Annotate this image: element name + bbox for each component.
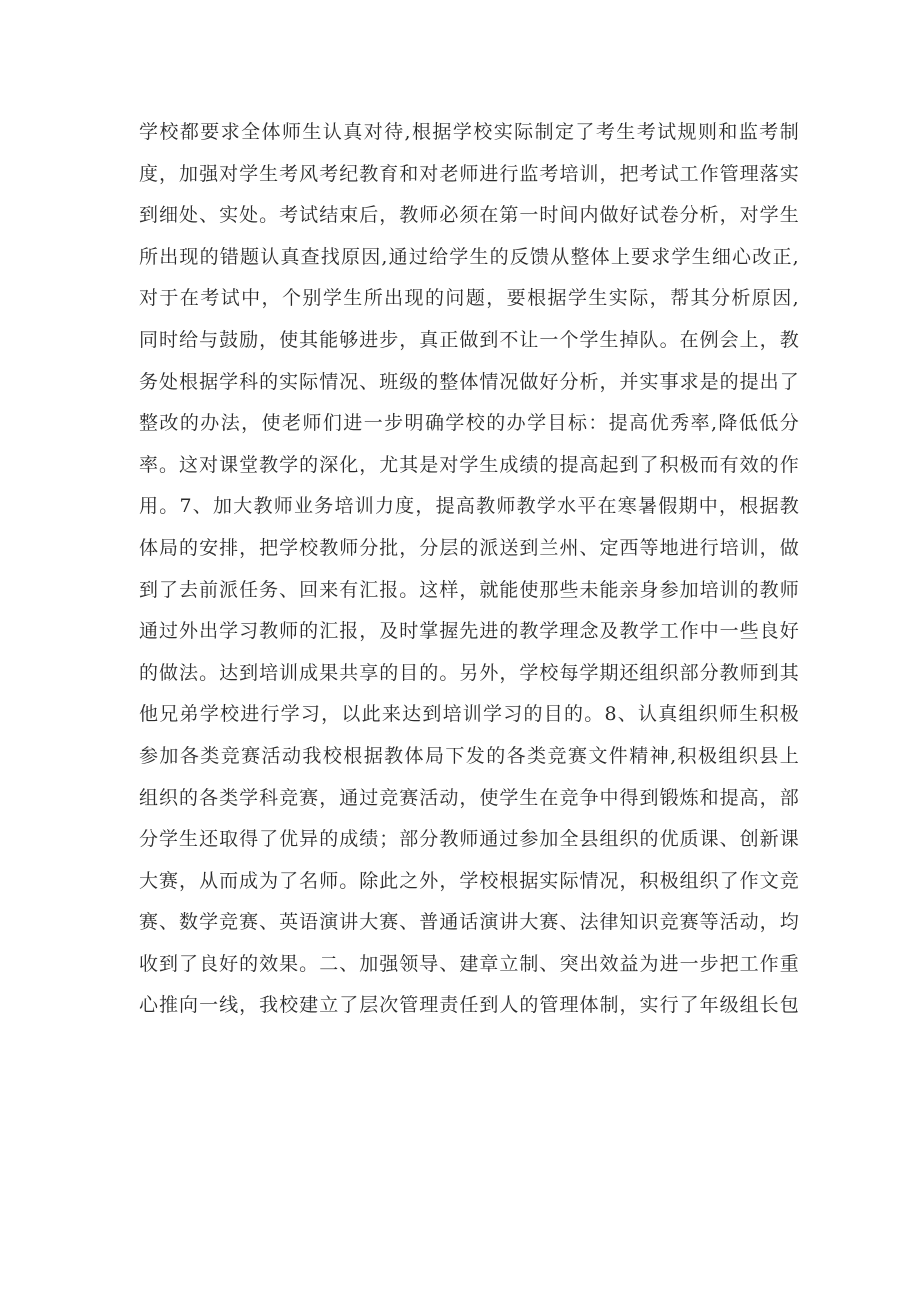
text-line: 收到了良好的效果。二、加强领导、建章立制、突出效益为进一步把工作重 bbox=[139, 952, 799, 975]
text-line: 参加各类竞赛活动我校根据教体局下发的各类竞赛文件精神,积极组织县上 bbox=[139, 744, 799, 767]
text-line: 心推向一线，我校建立了层次管理责任到人的管理体制，实行了年级组长包 bbox=[139, 994, 799, 1017]
text-line: 对于在考试中，个别学生所出现的问题，要根据学生实际，帮其分析原因, bbox=[139, 287, 799, 310]
text-line: 他兄弟学校进行学习，以此来达到培训学习的目的。8、认真组织师生积极 bbox=[139, 703, 799, 726]
text-line: 大赛，从而成为了名师。除此之外，学校根据实际情况，积极组织了作文竞 bbox=[139, 869, 799, 892]
text-line: 率。这对课堂教学的深化，尤其是对学生成绩的提高起到了积极而有效的作 bbox=[139, 453, 799, 476]
text-line: 的做法。达到培训成果共享的目的。另外，学校每学期还组织部分教师到其 bbox=[139, 661, 799, 684]
text-line: 到细处、实处。考试结束后，教师必须在第一时间内做好试卷分析，对学生 bbox=[139, 204, 799, 227]
text-line: 度，加强对学生考风考纪教育和对老师进行监考培训，把考试工作管理落实 bbox=[139, 162, 799, 185]
text-line: 用。7、加大教师业务培训力度，提高教师教学水平在寒暑假期中，根据教 bbox=[139, 495, 799, 518]
text-line: 组织的各类学科竞赛，通过竞赛活动，使学生在竞争中得到锻炼和提高，部 bbox=[139, 786, 799, 809]
text-line: 所出现的错题认真查找原因,通过给学生的反馈从整体上要求学生细心改正, bbox=[139, 245, 799, 268]
document-body-text bbox=[139, 112, 799, 1027]
text-line: 通过外出学习教师的汇报，及时掌握先进的教学理念及教学工作中一些良好 bbox=[139, 620, 799, 643]
text-line: 学校都要求全体师生认真对待,根据学校实际制定了考生考试规则和监考制 bbox=[139, 121, 799, 143]
text-line: 体局的安排，把学校教师分批，分层的派送到兰州、定西等地进行培训，做 bbox=[139, 536, 799, 559]
text-line: 同时给与鼓励，使其能够进步，真正做到不让一个学生掉队。在例会上，教 bbox=[139, 328, 799, 351]
text-line: 赛、数学竞赛、英语演讲大赛、普通话演讲大赛、法律知识竞赛等活动，均 bbox=[139, 911, 799, 934]
text-line: 务处根据学科的实际情况、班级的整体情况做好分析，并实事求是的提出了 bbox=[139, 370, 799, 393]
text-line: 到了去前派任务、回来有汇报。这样，就能使那些未能亲身参加培训的教师 bbox=[139, 578, 799, 601]
text-line: 分学生还取得了优异的成绩；部分教师通过参加全县组织的优质课、创新课 bbox=[139, 828, 799, 851]
text-line: 整改的办法，使老师们进一步明确学校的办学目标：提高优秀率,降低低分 bbox=[139, 412, 799, 435]
